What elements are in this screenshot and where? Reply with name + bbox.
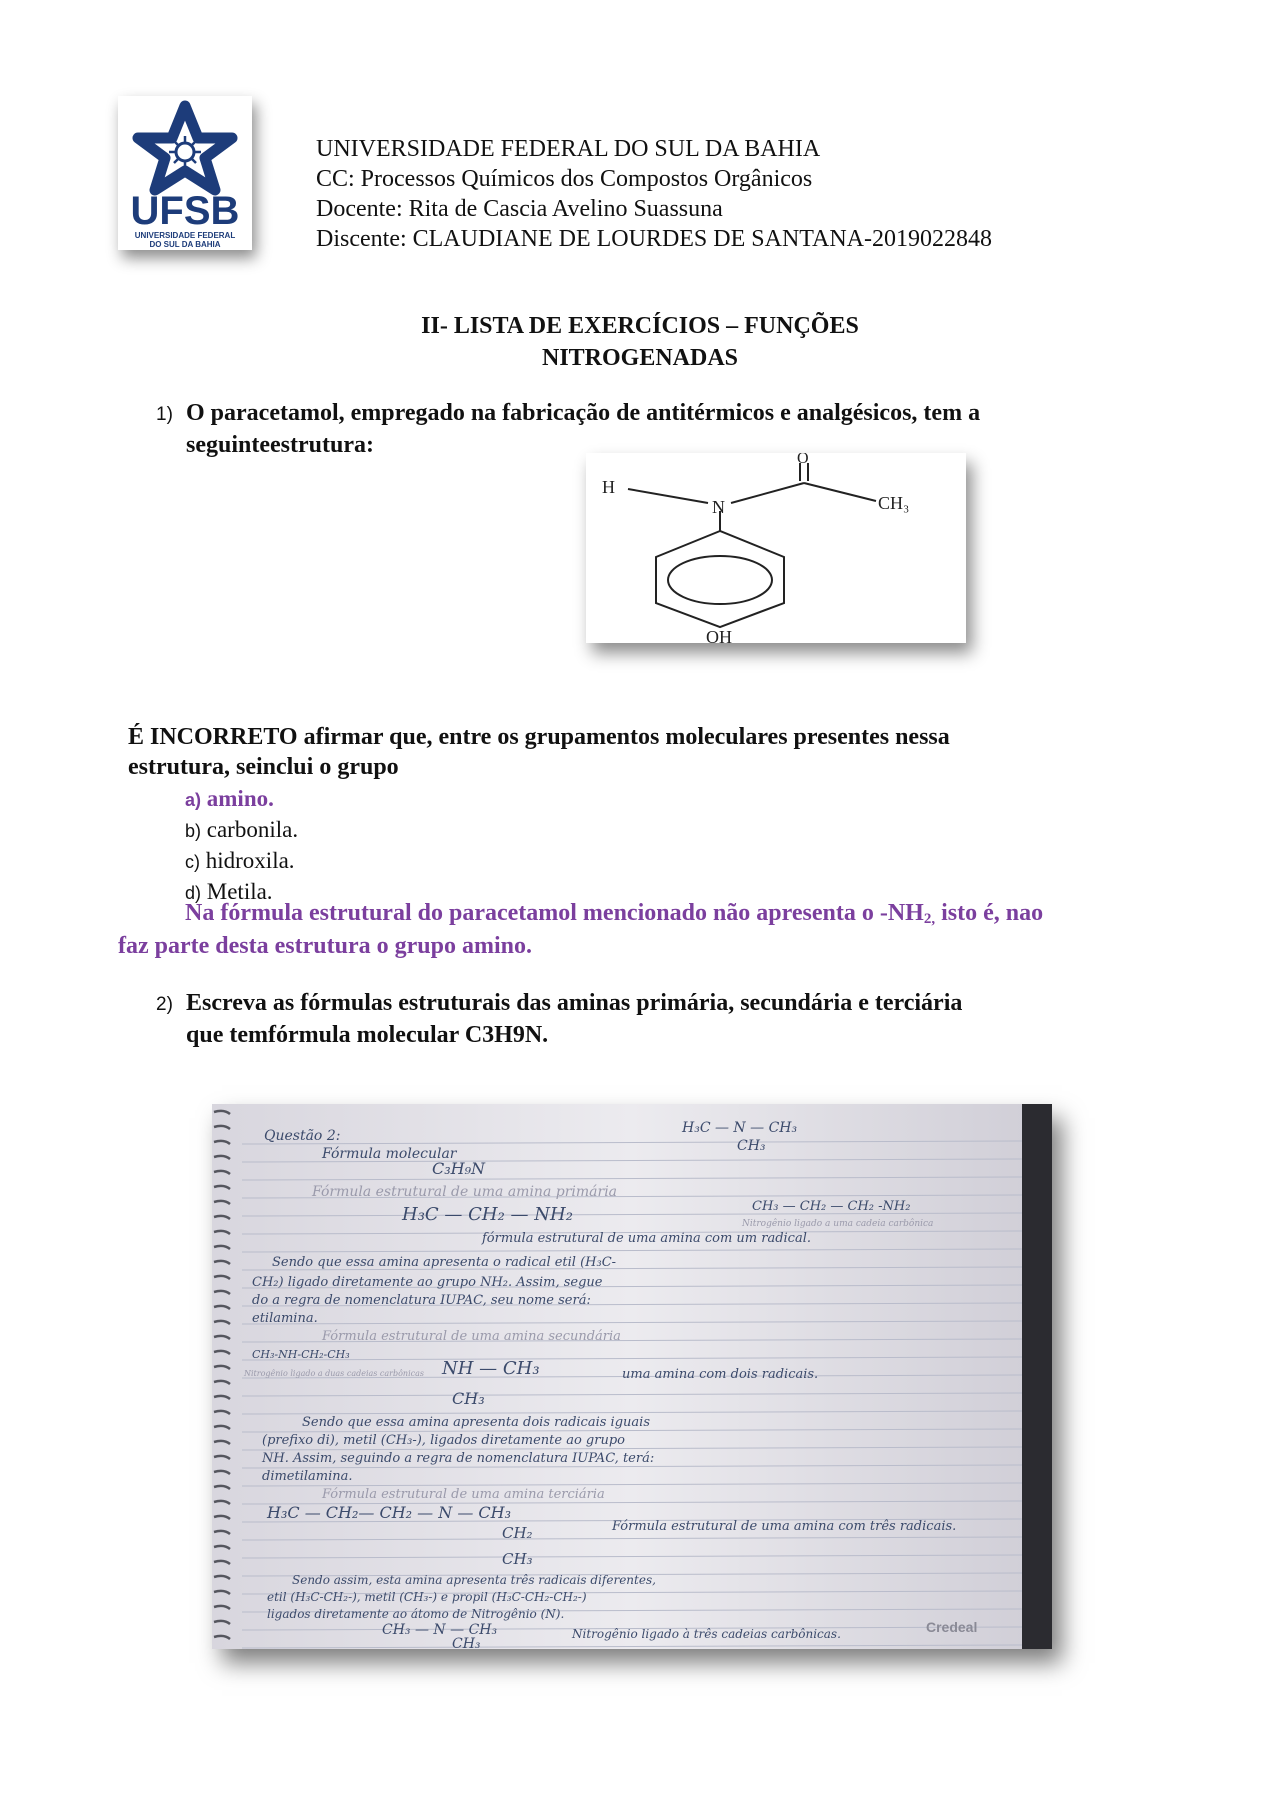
hw-line: H₃C — CH₂ — NH₂ [402,1204,573,1225]
university-name: UNIVERSIDADE FEDERAL DO SUL DA BAHIA [316,136,821,162]
hw-line: Fórmula estrutural de uma amina secundária [322,1329,621,1344]
question-1 [156,398,1106,460]
hw-line: Nitrogênio ligado a duas cadeias carbônicas [244,1369,424,1378]
answer-line-1-b: isto é, nao [935,900,1044,926]
logo-subtext-1: UNIVERSIDADE FEDERAL [134,231,236,240]
question-2-text-line-2: que temfórmula molecular C3H9N. [186,1022,549,1048]
student-name: Discente: CLAUDIANE DE LOURDES DE SANTANA-2019022848 [316,226,993,252]
hw-line: H₃C — CH₂— CH₂ — N — CH₃ [267,1503,512,1522]
hw-line: dimetilamina. [262,1469,353,1484]
title-line-1: II- LISTA DE EXERCÍCIOS – FUNÇÕES [421,313,859,339]
hw-line: Nitrogênio ligado a uma cadeia carbônica [742,1219,934,1229]
notebook-page [212,1104,1052,1649]
hw-line: (prefixo di), metil (CH₃-), ligados diretamente ao grupo [262,1433,625,1448]
option-d-text: Metila. [206,879,273,904]
answer-line-2: faz parte desta estrutura o grupo amino. [118,933,532,959]
question-2 [156,988,1106,1050]
option-a-letter: a) [185,790,202,810]
hw-line: CH₃-NH-CH₂-CH₃ [252,1348,350,1361]
group-ch3-label: CH₃ [878,493,910,513]
option-b [185,815,298,846]
statement-lead: É INCORRETO [128,724,298,750]
option-c-letter: c) [185,852,200,872]
hw-line: Sendo que essa amina apresenta o radical etil (H₃C- [272,1255,617,1270]
atom-h-label: H [602,477,615,497]
course-name: CC: Processos Químicos dos Compostos Orgânicos [316,166,813,192]
hw-line: ligados diretamente ao átomo de Nitrogênio (N). [267,1607,565,1621]
option-d-letter: d) [185,883,202,903]
hw-line: CH₃ — CH₂ — CH₂ -NH₂ [752,1199,911,1214]
question-1-number: 1) [156,404,173,425]
hw-line: Nitrogênio ligado à três cadeias carbônicas. [572,1627,841,1641]
group-oh-label: OH [706,627,732,643]
hw-line: H₃C — N — CH₃ [682,1120,798,1136]
logo-wordmark: UFSB [130,189,240,233]
title-line-2: NITROGENADAS [541,345,739,371]
hw-line: etil (H₃C-CH₂-), metil (CH₃-) e propil (H₃C-CH₂-CH₂-) [267,1590,587,1604]
hw-line: CH₃ [502,1550,533,1568]
statement-line-2: estrutura, seinclui o grupo [128,754,399,780]
hw-line: uma amina com dois radicais. [622,1367,819,1382]
option-a [185,784,298,815]
question-statement [128,722,1128,782]
hw-line: CH₃ [452,1636,481,1649]
hw-line: Fórmula estrutural de uma amina terciária [322,1487,605,1502]
hw-line: CH₂ [502,1524,533,1542]
answer-line-1-a: Na fórmula estrutural do paracetamol mencionado não apresenta o -NH [185,900,924,926]
notebook-brand: Credeal [926,1619,978,1635]
hw-line: CH₃ [452,1389,485,1408]
question-2-text-line-1: Escreva as fórmulas estruturais das aminas primária, secundária e terciária [186,990,963,1016]
hw-line: Questão 2: [264,1128,341,1144]
paracetamol-structure-image [586,453,966,643]
hw-line: etilamina. [252,1311,318,1326]
logo-subtext-2: DO SUL DA BAHIA [149,240,221,249]
hw-line: CH₃ [737,1138,766,1154]
hw-line: Fórmula estrutural de uma amina primária [312,1184,618,1200]
hw-line: do a regra de nomenclatura IUPAC, seu nome será: [252,1293,591,1308]
option-b-text: carbonila. [206,817,299,842]
option-b-letter: b) [185,821,202,841]
answer-options [185,784,298,908]
question-2-number: 2) [156,994,173,1015]
option-c-text: hidroxila. [205,848,295,873]
hw-line: Fórmula estrutural de uma amina com três radicais. [612,1519,957,1534]
teacher-name: Docente: Rita de Cascia Avelino Suassuna [316,196,723,222]
hw-line: NH — CH₃ [442,1358,540,1379]
hw-line: Sendo assim, esta amina apresenta três radicais diferentes, [292,1573,656,1587]
hw-line: Sendo que essa amina apresenta dois radicais iguais [302,1415,650,1430]
hw-line: NH. Assim, seguindo a regra de nomenclatura IUPAC, terá: [262,1451,655,1466]
hw-line: C₃H₉N [432,1159,486,1178]
hw-line: CH₃ — N — CH₃ [382,1622,498,1638]
option-c [185,846,298,877]
hw-line: fórmula estrutural de uma amina com um radical. [482,1231,812,1246]
statement-line-1: afirmar que, entre os grupamentos moleculares presentes nessa [297,724,950,750]
atom-n-label: N [712,497,725,517]
question-1-text-line-2: seguinteestrutura: [186,432,374,458]
page-title [0,310,1280,374]
handwritten-answer-photo [212,1104,1052,1649]
star-icon [138,106,232,190]
hw-line: Fórmula molecular [322,1146,457,1162]
logo-graphic [118,96,252,250]
answer-subscript: 2, [923,911,936,927]
ufsb-logo [118,96,252,250]
hw-line: CH₂) ligado diretamente ao grupo NH₂. Assim, segue [252,1275,603,1290]
option-a-text: amino. [206,786,274,811]
document-header [316,134,992,254]
atom-o-label: O [797,453,809,467]
answer-explanation [118,898,1168,961]
paracetamol-structure-drawing [586,453,966,643]
question-1-text-line-1: O paracetamol, empregado na fabricação de antitérmicos e analgésicos, tem a [186,400,981,426]
